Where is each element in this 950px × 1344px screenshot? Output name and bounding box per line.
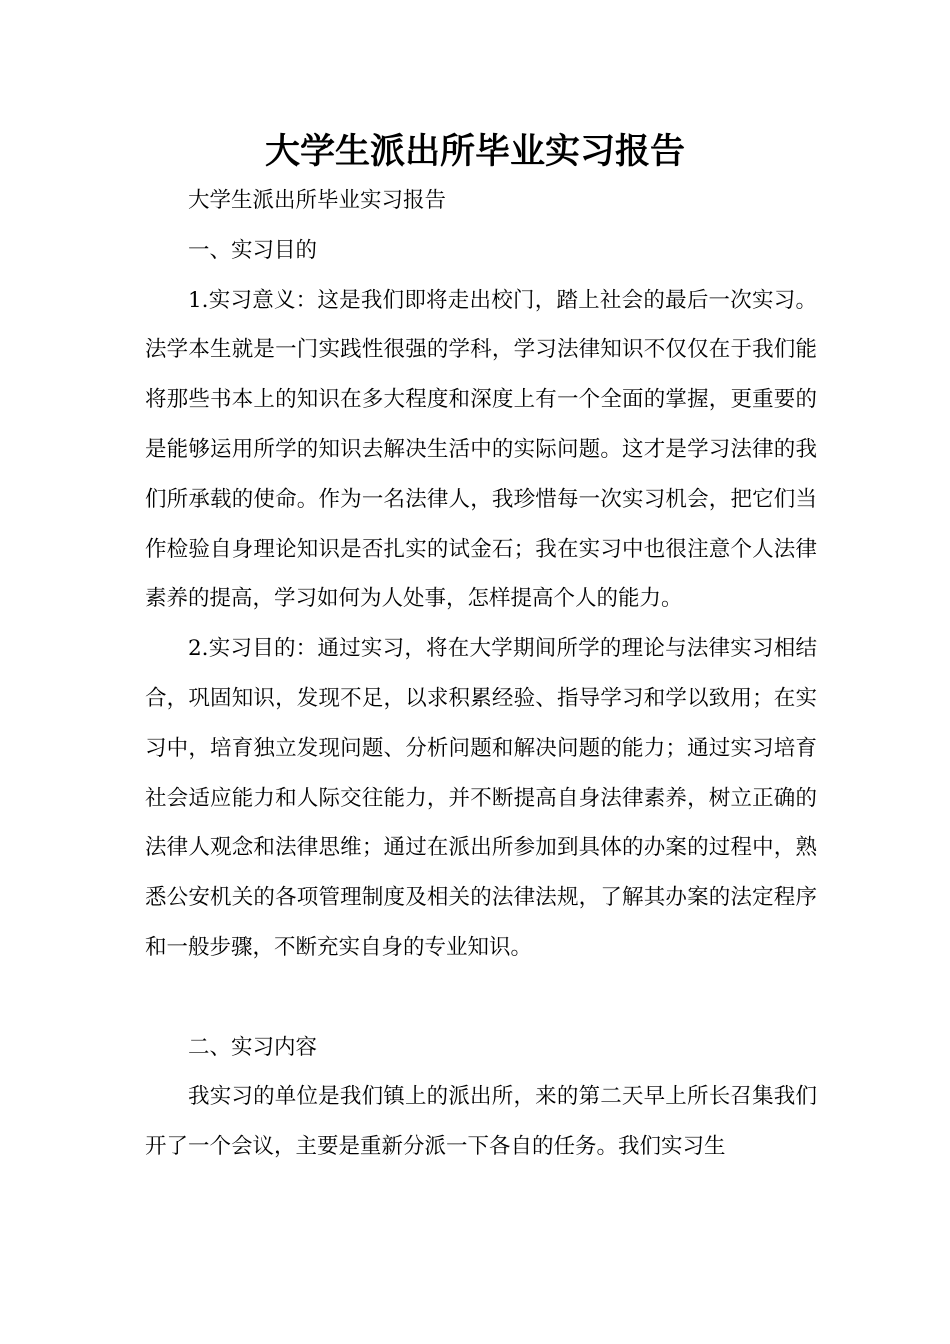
paragraph-significance: 1.实习意义：这是我们即将走出校门，踏上社会的最后一次实习。法学本生就是一门实践性很强的学科，学习法律知识不仅仅在于我们能将那些书本上的知识在多大程度和深度上有一个全面的掌握，更重要的是能够运用所学的知识去解决生活中的实际问题。这才是学习法律的我们所承载的使命。作为一名法律人，我珍惜每一次实习机会，把它们当作检验自身理论知识是否扎实的试金石；我在实习中也很注意个人法律素养的提高，学习如何为人处事，怎样提高个人的能力。 [145, 287, 817, 612]
document-body [145, 176, 817, 1172]
section-heading-content: 二、实习内容 [188, 1034, 318, 1060]
section-heading-purpose: 一、实习目的 [188, 237, 318, 263]
paragraph-purpose: 2.实习目的：通过实习，将在大学期间所学的理论与法律实习相结合，巩固知识，发现不足，以求积累经验、指导学习和学以致用；在实习中，培育独立发现问题、分析问题和解决问题的能力；通过实习培育社会适应能力和人际交往能力，并不断提高自身法律素养，树立正确的法律人观念和法律思维；通过在派出所参加到具体的办案的过程中，熟悉公安机关的各项管理制度及相关的法律法规，了解其办案的法定程序和一般步骤，不断充实自身的专业知识。 [145, 636, 817, 960]
subtitle-paragraph: 大学生派出所毕业实习报告 [188, 188, 447, 213]
paragraph-content: 我实习的单位是我们镇上的派出所，来的第二天早上所长召集我们开了一个会议，主要是重新分派一下各自的任务。我们实习生 [145, 1084, 817, 1160]
blank-line [145, 973, 817, 1023]
document-title: 大学生派出所毕业实习报告 [264, 132, 685, 172]
